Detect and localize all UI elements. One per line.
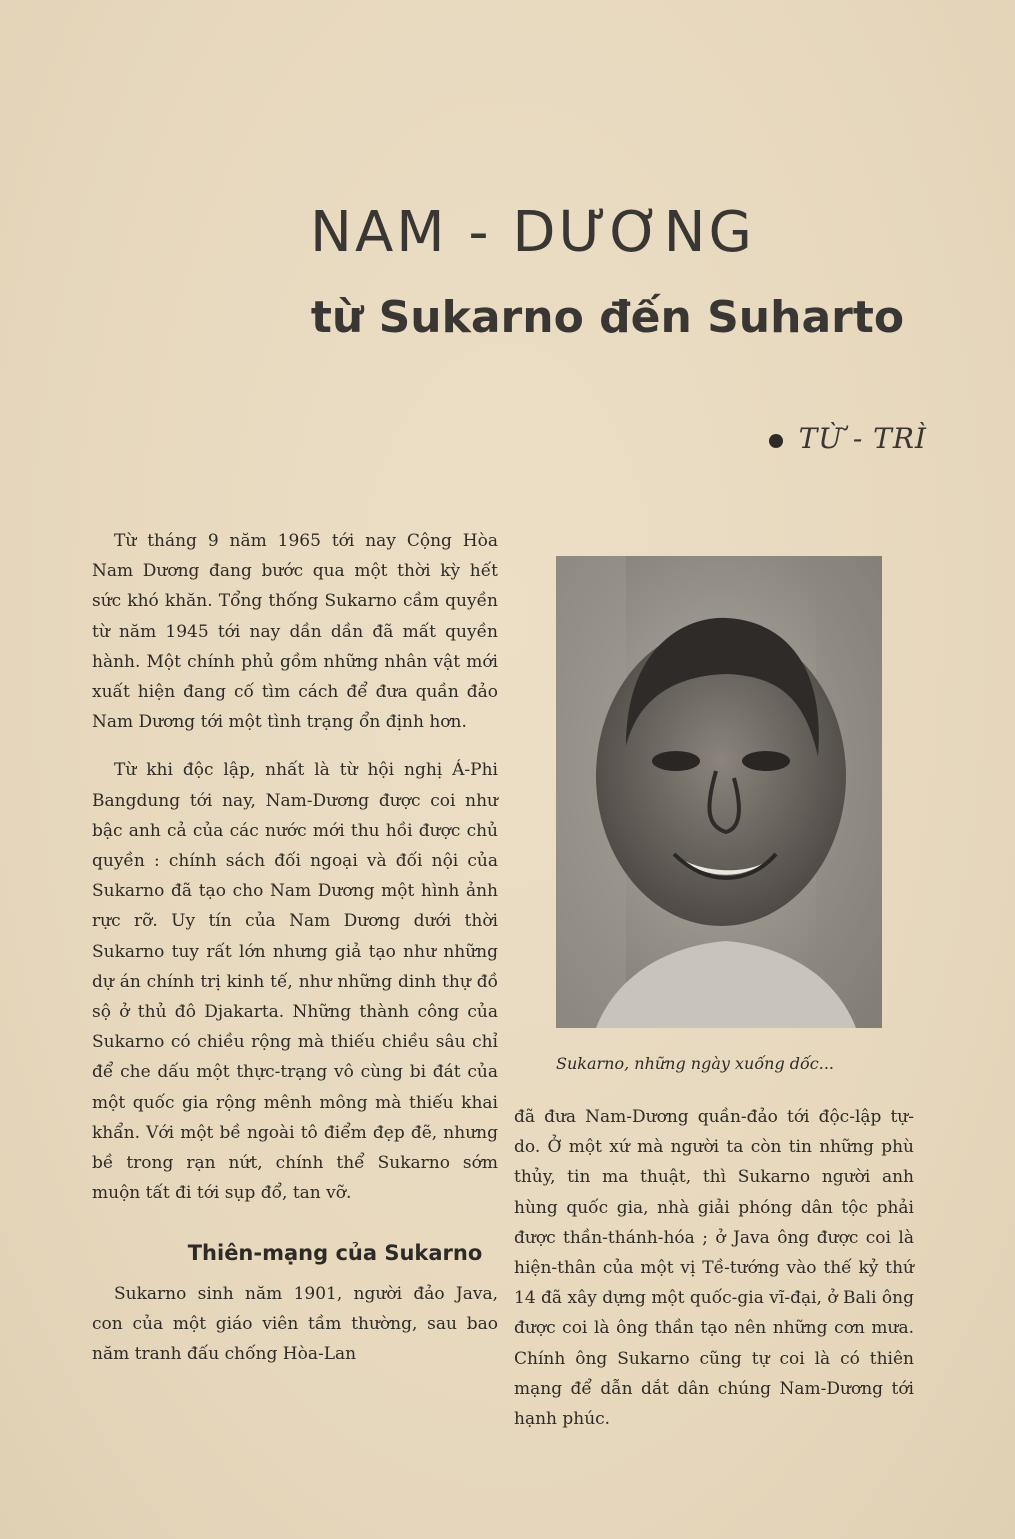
article-subtitle: từ Sukarno đến Suharto (310, 292, 905, 343)
right-column (514, 1102, 914, 1434)
paragraph: đã đưa Nam-Dương quần-đảo tới độc-lập tự-do. Ở một xứ mà người ta còn tin những phù thủy, tin ma thuật, thì Sukarno người anh hùng quốc gia, nhà giải phóng dân tộc phải được thần-thánh-hóa ; ở Java ông được coi là hiện-thân của một vị Tề-tướng vào thế kỷ thứ 14 đã xây dựng một quốc-gia vĩ-đại, ở Bali ông được coi là ông thần tạo nên những cơn mưa. Chính ông Sukarno cũng tự coi là có thiên mạng để dẫn dắt dân chúng Nam-Dương tới hạnh phúc. (514, 1107, 914, 1430)
paragraph: Sukarno sinh năm 1901, người đảo Java, con của một giáo viên tầm thường, sau bao năm tranh đấu chống Hòa-Lan (92, 1283, 498, 1365)
portrait-image (556, 556, 882, 1028)
left-column (92, 526, 498, 1369)
article-title: NAM - DƯƠNG (310, 200, 755, 265)
section-heading: Thiên-mạng của Sukarno (187, 1241, 483, 1266)
paragraph: Từ khi độc lập, nhất là từ hội nghị Á-Phi Bangdung tới nay, Nam-Dương được coi như bậc anh cả của các nước mới thu hồi được chủ quyền : chính sách đối ngoại và đối nội của Sukarno đã tạo cho Nam Dương một hình ảnh rực rỡ. Uy tín của Nam Dương dưới thời Sukarno tuy rất lớn nhưng giả tạo như những dự án chính trị kinh tế, như những dinh thự đồ sộ ở thủ đô Djakarta. Những thành công của Sukarno có chiều rộng mà thiếu chiều sâu chỉ để che dấu một thực-trạng vô cùng bi đát của một quốc gia rộng mênh mông mà thiếu khai khẩn. Với một bề ngoài tô điểm đẹp đẽ, nhưng bề trong rạn nứt, chính thể Sukarno sớm muộn tất đi tới sụp đổ, tan vỡ. (92, 760, 498, 1204)
photo-caption: Sukarno, những ngày xuống dốc... (556, 1054, 835, 1073)
byline (769, 422, 927, 455)
bullet-icon (769, 434, 783, 448)
portrait-photo (556, 556, 882, 1028)
author-name: TỪ - TRÌ (798, 422, 927, 455)
paragraph: Từ tháng 9 năm 1965 tới nay Cộng Hòa Nam Dương đang bước qua một thời kỳ hết sức khó khăn. Tổng thống Sukarno cầm quyền từ năm 1945 tới nay dần dần đã mất quyền hành. Một chính phủ gồm những nhân vật mới xuất hiện đang cố tìm cách để đưa quần đảo Nam Dương tới một tình trạng ổn định hơn. (92, 531, 498, 733)
